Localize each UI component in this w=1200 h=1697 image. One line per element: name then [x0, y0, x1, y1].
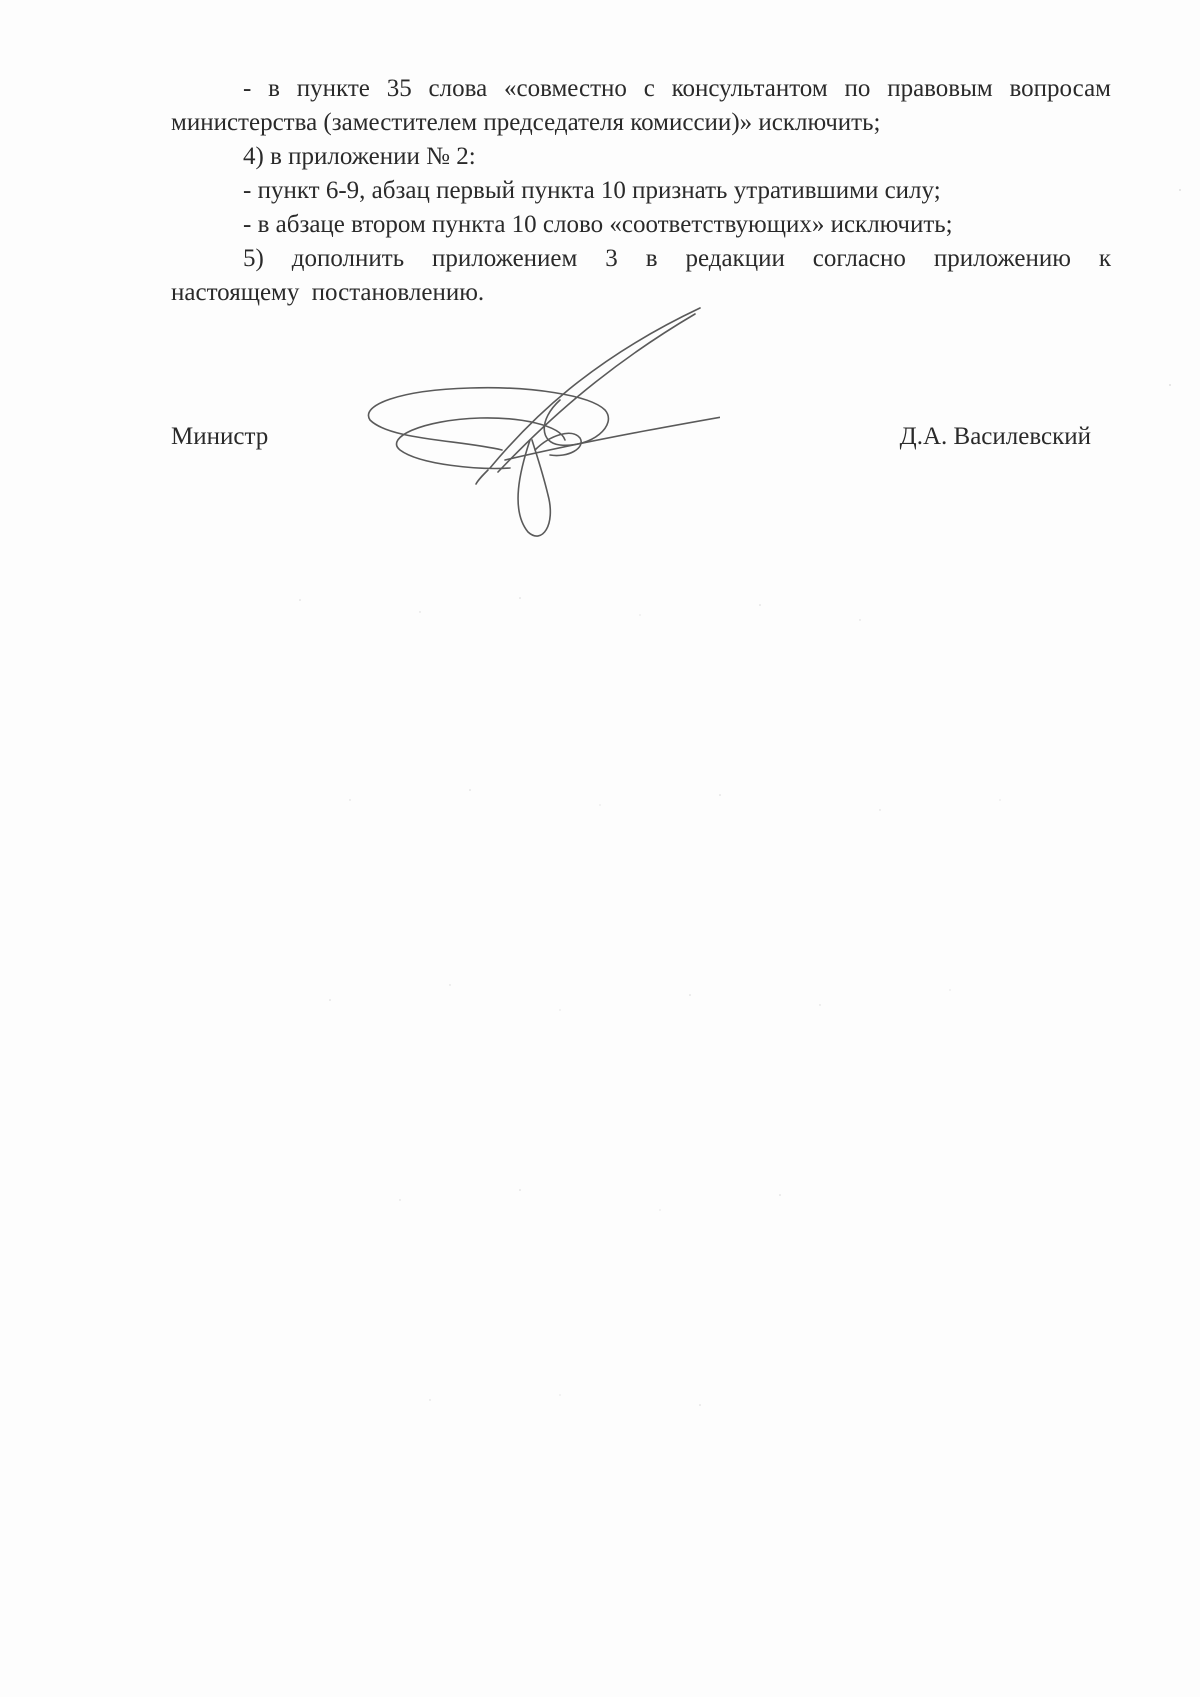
paragraph-items-6-9: - пункт 6-9, абзац первый пункта 10 признать утратившими силу;	[243, 177, 941, 204]
paragraph-annex-2-heading: 4) в приложении № 2:	[243, 143, 476, 170]
paragraph-item-10: - в абзаце втором пункта 10 слово «соответствующих» исключить;	[243, 211, 953, 238]
document-body	[171, 72, 1111, 310]
paragraph-annex-3: 5) дополнить приложением 3 в редакции согласно приложению к настоящему постановлению.	[171, 245, 1111, 306]
paragraph-item-35: - в пункте 35 слова «совместно с консультантом по правовым вопросам министерства (заместителем председателя комиссии)» исключить;	[171, 75, 1111, 136]
signer-name: Д.А. Василевский	[899, 423, 1091, 450]
signer-position: Министр	[171, 423, 269, 450]
signature-block	[171, 420, 1091, 460]
